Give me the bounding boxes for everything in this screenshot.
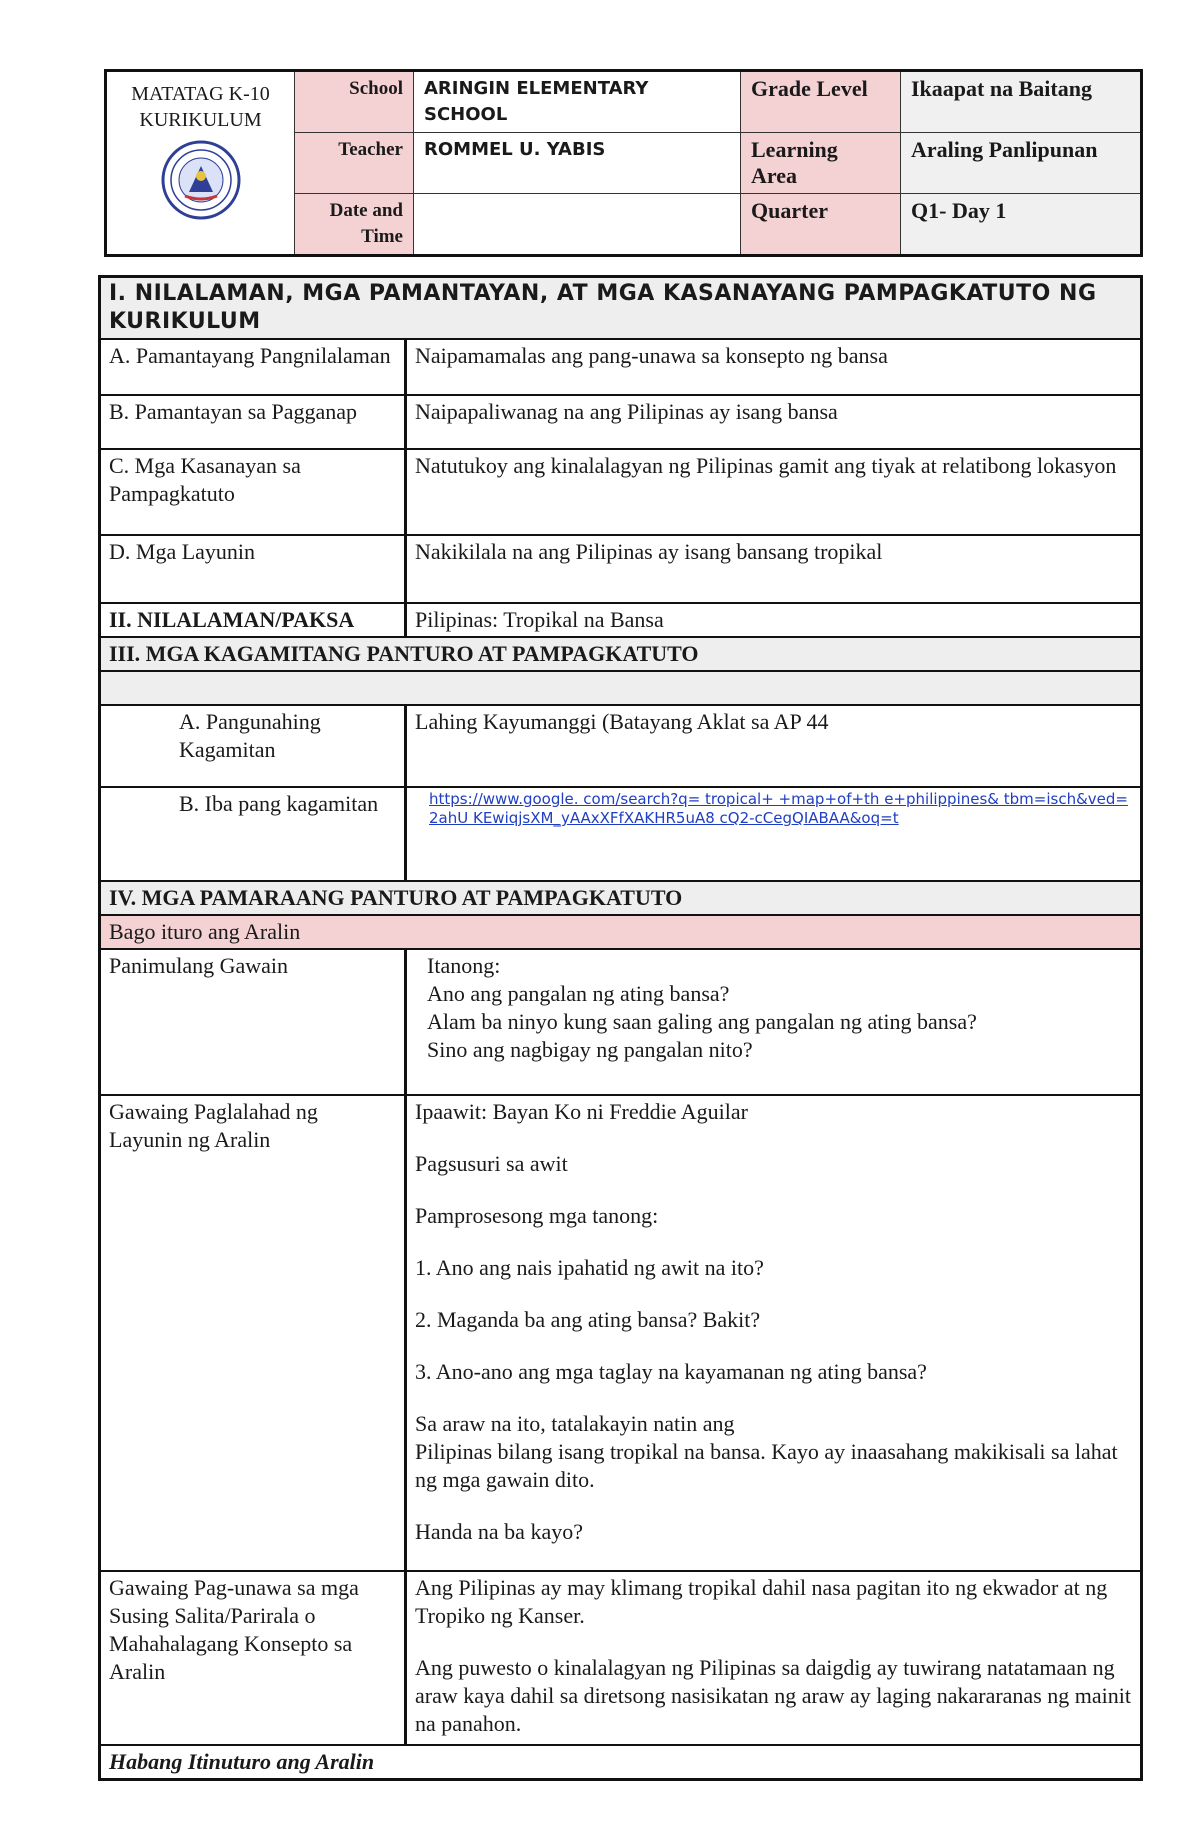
panimula-line: Ano ang pangalan ng ating bansa?: [427, 981, 730, 1006]
grade-level-value: Ikaapat na Baitang: [901, 71, 1142, 133]
section3-spacer: [100, 671, 1142, 705]
section4-title: IV. MGA PAMARAANG PANTURO AT PAMPAGKATUTO: [100, 881, 1142, 915]
k12-title-line1: MATATAG K-10: [131, 83, 270, 105]
learning-area-label: [741, 133, 901, 194]
paguunawa-value: [406, 1571, 1142, 1745]
header-table: [104, 69, 1143, 257]
paglalahad-value: [406, 1095, 1142, 1571]
pangunahing-kagamitan-label: A. Pangunahing Kagamitan: [100, 705, 406, 787]
date-time-label: [295, 194, 414, 256]
pamantayang-pangnilalaman-value: Naipamamalas ang pang-unawa sa konsepto ng bansa: [406, 339, 1142, 395]
question-2: 2. Maganda ba ang ating bansa? Bakit?: [415, 1307, 761, 1332]
paguunawa-paragraph-2: Ang puwesto o kinalalagyan ng Pilipinas sa daigdig ay tuwirang natatamaan ng araw kaya dahil sa diretsong nasisikatan ng araw ay laging nakararanas ng mainit na panahon.: [415, 1655, 1131, 1736]
date-time-value: [414, 194, 741, 256]
layunin-value: Nakikilala na ang Pilipinas ay isang bansang tropikal: [406, 535, 1142, 603]
pamprosesong-text: Pamprosesong mga tanong:: [415, 1203, 659, 1228]
panimula-line: Itanong:: [427, 953, 501, 978]
kasanayan-value: Natutukoy ang kinalalagyan ng Pilipinas gamit ang tiyak at relatibong lokasyon: [406, 449, 1142, 535]
pamantayan-pagganap-label: B. Pamantayan sa Pagganap: [100, 395, 406, 449]
habang-itinuturo-label: Habang Itinuturo ang Aralin: [100, 1745, 1142, 1780]
intro-line1: Sa araw na ito, tatalakayin natin ang: [415, 1411, 735, 1436]
k12-logo-cell: [106, 71, 295, 256]
section2-value: Pilipinas: Tropikal na Bansa: [406, 603, 1142, 637]
bago-ituro-label: Bago ituro ang Aralin: [100, 915, 1142, 949]
k12-title-line2: KURIKULUM: [139, 109, 262, 131]
quarter-value: Q1- Day 1: [901, 194, 1142, 256]
panimula-line: Sino ang nagbigay ng pangalan nito?: [427, 1037, 753, 1062]
learning-area-label-line1: Learning: [751, 137, 838, 162]
learning-area-label-line2: Area: [751, 163, 798, 188]
grade-level-label: Grade Level: [741, 71, 901, 133]
reference-link[interactable]: https://www.google. com/search?q= tropical+ +map+of+th e+philippines& tbm=isch&ved=2ahU KEwiqjsXM_yAAxXFfXAKHR5uA8 cQ2-cCegQIABAA&oq=t: [429, 790, 1128, 827]
iba-pang-kagamitan-value: [406, 787, 1142, 881]
panimula-line: Alam ba ninyo kung saan galing ang pangalan ng ating bansa?: [427, 1009, 977, 1034]
quarter-label: Quarter: [741, 194, 901, 256]
deped-seal-icon: [161, 140, 241, 220]
pamantayang-pangnilalaman-label: A. Pamantayang Pangnilalaman: [100, 339, 406, 395]
panimulang-gawain-value: [406, 949, 1142, 1095]
question-3: 3. Ano-ano ang mga taglay na kayamanan ng ating bansa?: [415, 1359, 927, 1384]
section1-title: I. NILALAMAN, MGA PAMANTAYAN, AT MGA KASANAYANG PAMPAGKATUTO NG KURIKULUM: [100, 277, 1142, 340]
date-time-label-line1: Date and: [329, 200, 403, 221]
paguunawa-paragraph-1: Ang Pilipinas ay may klimang tropikal dahil nasa pagitan ito ng ekwador at ng Tropiko ng Kanser.: [415, 1575, 1108, 1628]
pangunahing-kagamitan-value: Lahing Kayumanggi (Batayang Aklat sa AP 44: [406, 705, 1142, 787]
section3-title: III. MGA KAGAMITANG PANTURO AT PAMPAGKATUTO: [100, 637, 1142, 671]
panimulang-gawain-label: Panimulang Gawain: [100, 949, 406, 1095]
teacher-value: ROMMEL U. YABIS: [414, 133, 741, 194]
paguunawa-label: Gawaing Pag-unawa sa mga Susing Salita/Parirala o Mahahalagang Konsepto sa Aralin: [100, 1571, 406, 1745]
pamantayan-pagganap-value: Naipapaliwanag na ang Pilipinas ay isang bansa: [406, 395, 1142, 449]
paglalahad-label: Gawaing Paglalahad ng Layunin ng Aralin: [100, 1095, 406, 1571]
question-1: 1. Ano ang nais ipahatid ng awit na ito?: [415, 1255, 764, 1280]
ipaawit-text: Ipaawit: Bayan Ko ni Freddie Aguilar: [415, 1099, 748, 1124]
date-time-label-line2: Time: [361, 226, 403, 247]
section2-title: II. NILALAMAN/PAKSA: [100, 603, 406, 637]
teacher-label: Teacher: [295, 133, 414, 194]
kasanayan-label: C. Mga Kasanayan sa Pampagkatuto: [100, 449, 406, 535]
handa-text: Handa na ba kayo?: [415, 1519, 583, 1544]
school-label: School: [295, 71, 414, 133]
layunin-label: D. Mga Layunin: [100, 535, 406, 603]
school-value: ARINGIN ELEMENTARY SCHOOL: [414, 71, 741, 133]
lesson-plan-table: [98, 275, 1143, 1781]
iba-pang-kagamitan-label: B. Iba pang kagamitan: [100, 787, 406, 881]
learning-area-value: Araling Panlipunan: [901, 133, 1142, 194]
pagsusuri-text: Pagsusuri sa awit: [415, 1151, 568, 1176]
intro-line2: Pilipinas bilang isang tropikal na bansa. Kayo ay inaasahang makikisali sa lahat ng mga gawain dito.: [415, 1439, 1118, 1492]
